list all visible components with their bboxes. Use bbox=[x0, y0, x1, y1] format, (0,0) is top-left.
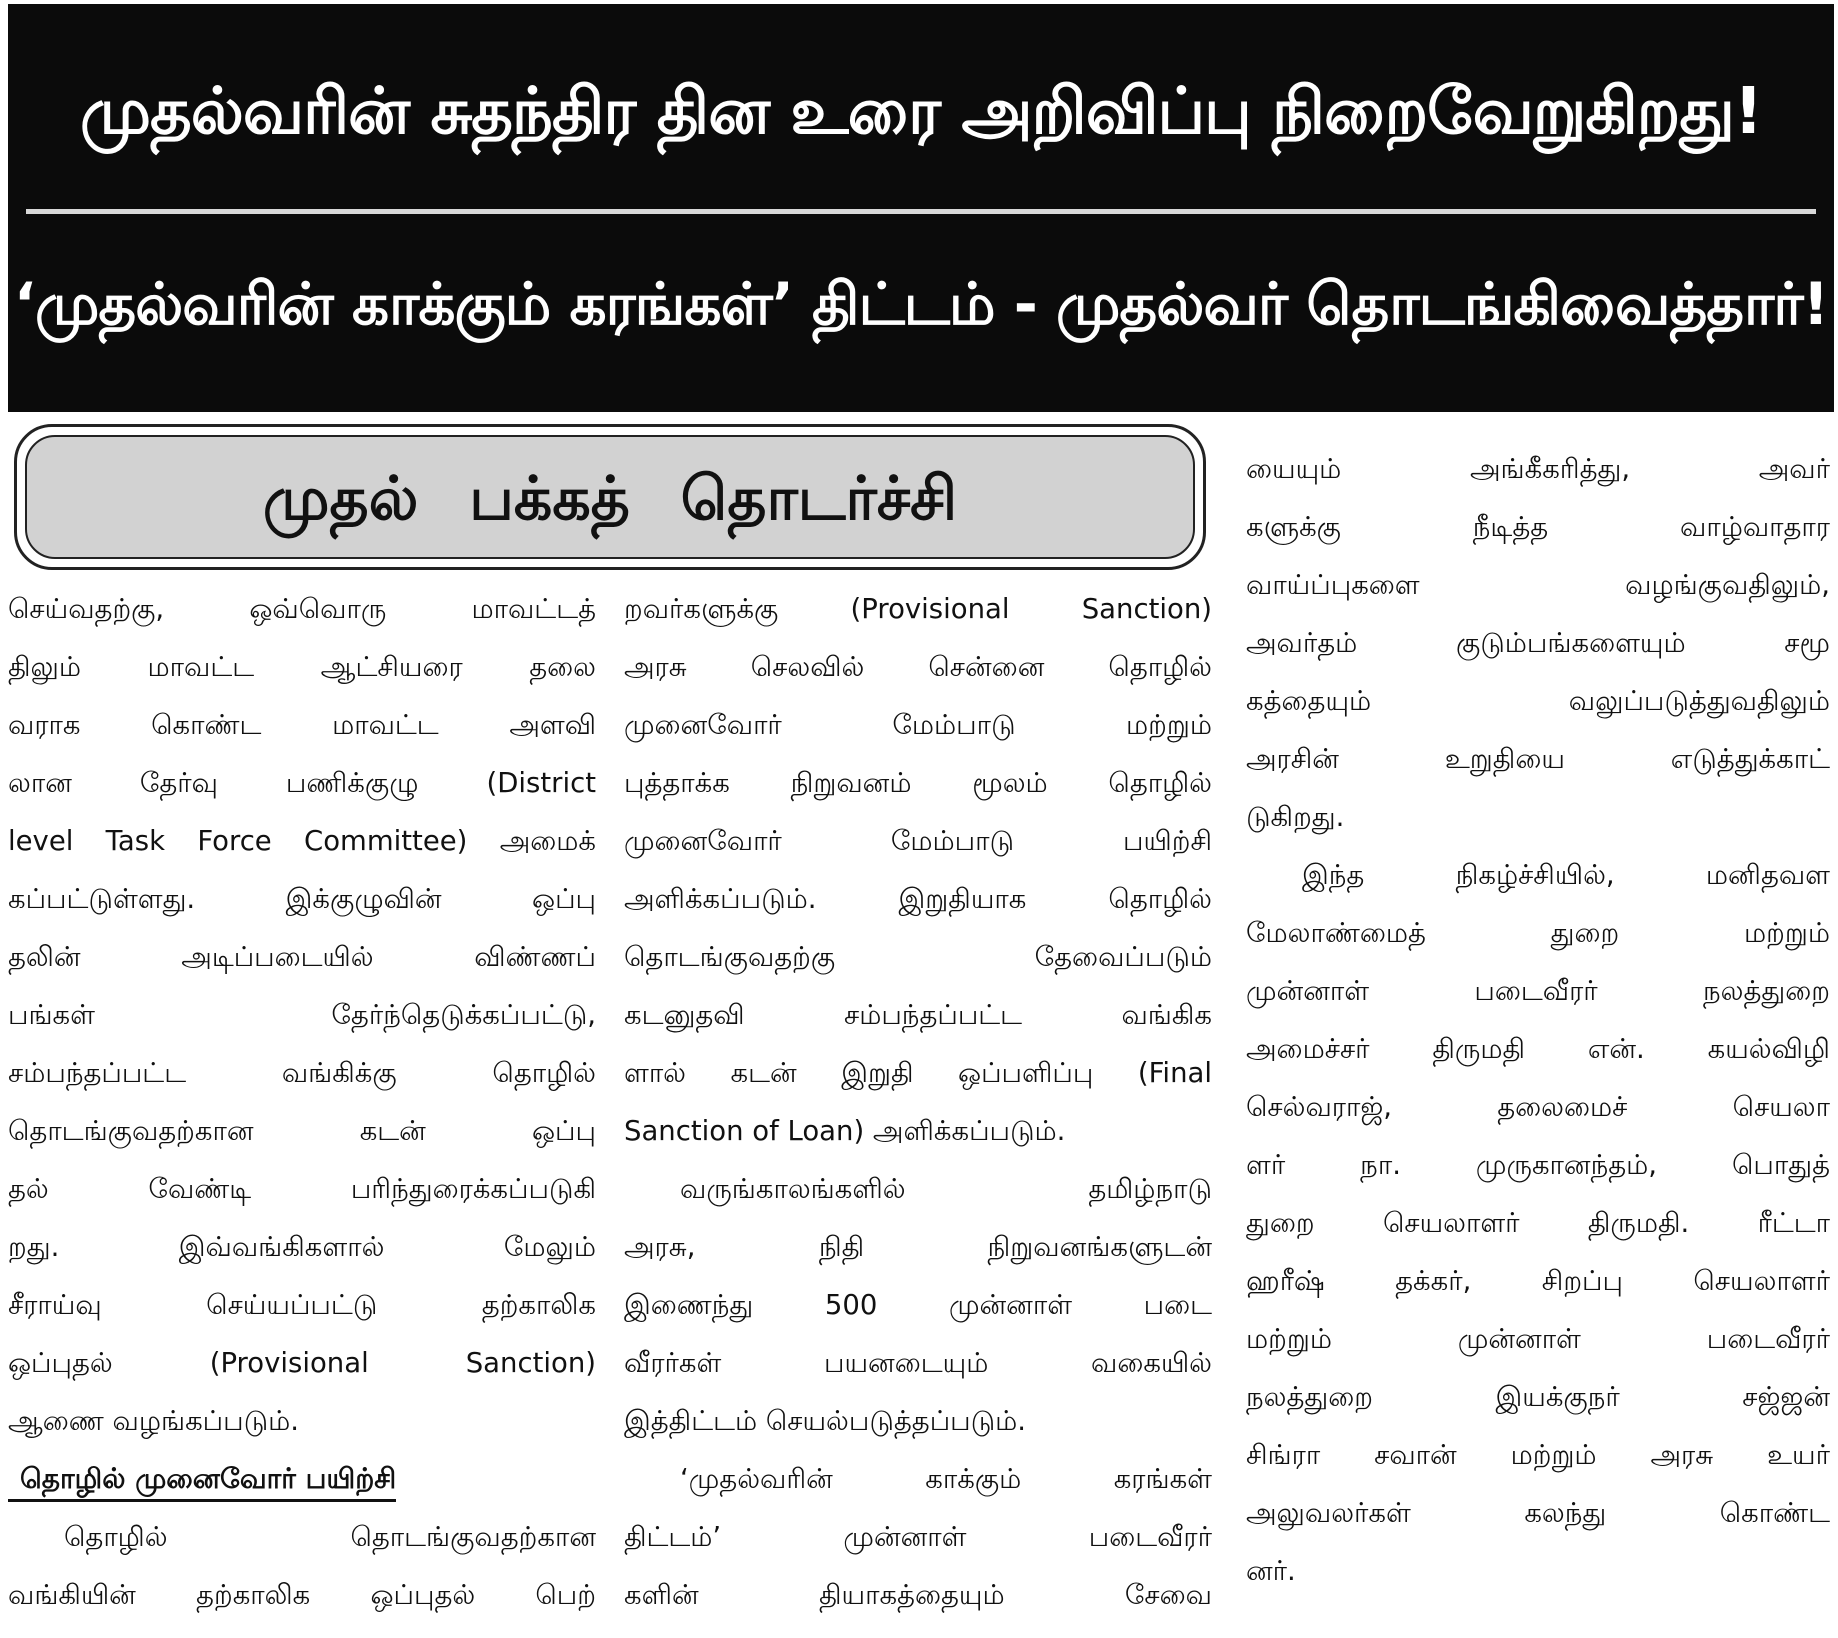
text-line: திலும் மாவட்ட ஆட்சியரை தலை bbox=[8, 651, 596, 683]
text-line: ஹரீஷ் தக்கர், சிறப்பு செயலாளர் bbox=[1246, 1265, 1830, 1297]
text-line: தலின் அடிப்படையில் விண்ணப் bbox=[8, 941, 596, 973]
text-line: இணைந்து 500 முன்னாள் படை bbox=[624, 1289, 1212, 1321]
text-line: களின் தியாகத்தையும் சேவை bbox=[624, 1579, 1212, 1611]
text-line: சம்பந்தப்பட்ட வங்கிக்கு தொழில் bbox=[8, 1057, 596, 1089]
subheading-text: தொழில் முனைவோர் பயிற்சி bbox=[8, 1462, 396, 1502]
text-line: அவர்தம் குடும்பங்களையும் சமூ bbox=[1246, 627, 1830, 659]
text-line: அளிக்கப்படும். இறுதியாக தொழில் bbox=[624, 883, 1212, 915]
headline-secondary: ‘முதல்வரின் காக்கும் கரங்கள்’ திட்டம் - முதல்வர் தொடங்கிவைத்தார்! bbox=[13, 270, 1829, 338]
text-line: புத்தாக்க நிறுவனம் மூலம் தொழில் bbox=[624, 767, 1212, 799]
text-line: தல் வேண்டி பரிந்துரைக்கப்படுகி bbox=[8, 1173, 596, 1205]
headline-primary: முதல்வரின் சுதந்திர தின உரை அறிவிப்பு நிறைவேறுகிறது! bbox=[79, 75, 1763, 149]
text-line: முனைவோர் மேம்பாடு பயிற்சி bbox=[624, 825, 1212, 857]
text-line: வராக கொண்ட மாவட்ட அளவி bbox=[8, 709, 596, 741]
text-line: ஆணை வழங்கப்படும். bbox=[8, 1405, 300, 1437]
text-line: மேலாண்மைத் துறை மற்றும் bbox=[1246, 917, 1830, 949]
text-line: Sanction of Loan) அளிக்கப்படும். bbox=[624, 1115, 1066, 1147]
text-line: திட்டம்’ முன்னாள் படைவீரர் bbox=[624, 1521, 1212, 1553]
text-line: இந்த நிகழ்ச்சியில், மனிதவள bbox=[1302, 859, 1830, 891]
text-line: சிங்ரா சவான் மற்றும் அரசு உயர் bbox=[1246, 1439, 1830, 1471]
text-line: றவர்களுக்கு (Provisional Sanction) bbox=[624, 593, 1212, 625]
text-line: செல்வராஜ், தலைமைச் செயலா bbox=[1246, 1091, 1830, 1123]
text-line: மற்றும் முன்னாள் படைவீரர் bbox=[1246, 1323, 1830, 1355]
continuation-label: முதல் பக்கத் தொடர்ச்சி bbox=[25, 435, 1195, 559]
text-line: அரசின் உறுதியை எடுத்துக்காட் bbox=[1246, 743, 1830, 775]
text-line: துறை செயலாளர் திருமதி. ரீட்டா bbox=[1246, 1207, 1830, 1239]
text-line: டுகிறது. bbox=[1246, 801, 1345, 833]
text-line: ளால் கடன் இறுதி ஒப்பளிப்பு (Final bbox=[624, 1057, 1212, 1089]
continuation-box bbox=[14, 424, 1206, 570]
article-column-2 bbox=[624, 580, 1212, 1624]
text-line: level Task Force Committee) அமைக் bbox=[8, 825, 596, 857]
text-line: அமைச்சர் திருமதி என். கயல்விழி bbox=[1246, 1033, 1830, 1065]
headline-banner bbox=[8, 4, 1834, 412]
text-line: பங்கள் தேர்ந்தெடுக்கப்பட்டு, bbox=[8, 999, 596, 1031]
text-line: சீராய்வு செய்யப்பட்டு தற்காலிக bbox=[8, 1289, 596, 1321]
text-line: அரசு, நிதி நிறுவனங்களுடன் bbox=[624, 1231, 1212, 1263]
text-line: வருங்காலங்களில் தமிழ்நாடு bbox=[680, 1173, 1212, 1205]
text-line: முன்னாள் படைவீரர் நலத்துறை bbox=[1246, 975, 1830, 1007]
text-line: இத்திட்டம் செயல்படுத்தப்படும். bbox=[624, 1405, 1027, 1437]
text-line: நலத்துறை இயக்குநர் சஜ்ஜன் bbox=[1246, 1381, 1830, 1413]
text-line: வங்கியின் தற்காலிக ஒப்புதல் பெற் bbox=[8, 1579, 596, 1611]
text-line: யையும் அங்கீகரித்து, அவர் bbox=[1246, 453, 1830, 485]
text-line: அலுவலர்கள் கலந்து கொண்ட bbox=[1246, 1497, 1830, 1529]
banner-divider bbox=[26, 209, 1816, 214]
text-line: தொடங்குவதற்கு தேவைப்படும் bbox=[624, 941, 1212, 973]
text-line: ளர் நா. முருகானந்தம், பொதுத் bbox=[1246, 1149, 1830, 1181]
text-line: கடனுதவி சம்பந்தப்பட்ட வங்கிக bbox=[624, 999, 1212, 1031]
section-subheading bbox=[8, 1450, 596, 1508]
text-line: களுக்கு நீடித்த வாழ்வாதார bbox=[1246, 511, 1830, 543]
text-line: லான தேர்வு பணிக்குழு (District bbox=[8, 767, 596, 799]
text-line: வீரர்கள் பயனடையும் வகையில் bbox=[624, 1347, 1212, 1379]
article-column-1 bbox=[8, 580, 596, 1624]
text-line: ஒப்புதல் (Provisional Sanction) bbox=[8, 1347, 596, 1379]
text-line: முனைவோர் மேம்பாடு மற்றும் bbox=[624, 709, 1212, 741]
text-line: கத்தையும் வலுப்படுத்துவதிலும் bbox=[1246, 685, 1830, 717]
text-line: னர். bbox=[1246, 1555, 1296, 1587]
text-line: கப்பட்டுள்ளது. இக்குழுவின் ஒப்பு bbox=[8, 883, 596, 915]
text-line: வாய்ப்புகளை வழங்குவதிலும், bbox=[1246, 569, 1830, 601]
text-line: தொடங்குவதற்கான கடன் ஒப்பு bbox=[8, 1115, 596, 1147]
text-line: றது. இவ்வங்கிகளால் மேலும் bbox=[8, 1231, 596, 1263]
text-line: அரசு செலவில் சென்னை தொழில் bbox=[624, 651, 1212, 683]
article-column-3 bbox=[1246, 440, 1830, 1600]
text-line: செய்வதற்கு, ஒவ்வொரு மாவட்டத் bbox=[8, 593, 596, 625]
text-line: தொழில் தொடங்குவதற்கான bbox=[64, 1521, 596, 1553]
text-line: ‘முதல்வரின் காக்கும் கரங்கள் bbox=[680, 1463, 1212, 1495]
